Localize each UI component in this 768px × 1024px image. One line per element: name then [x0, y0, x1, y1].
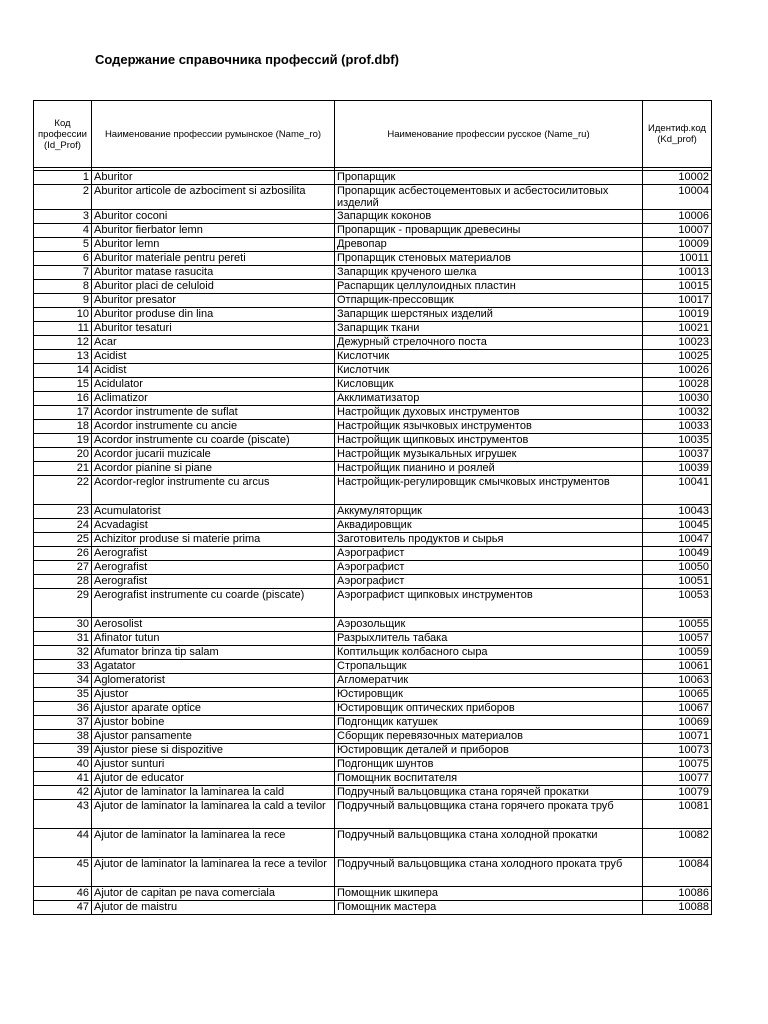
cell-name-ro: Aburitor fierbator lemn	[92, 224, 335, 238]
header-name-ro: Наименование профессии румынское (Name_ro)	[92, 101, 335, 168]
cell-name-ru: Дежурный стрелочного поста	[335, 336, 643, 350]
table-row	[34, 632, 712, 646]
cell-name-ro: Aburitor articole de azbociment si azbosilita	[92, 185, 335, 210]
table-row	[34, 364, 712, 378]
cell-name-ro: Aburitor materiale pentru pereti	[92, 252, 335, 266]
cell-kd: 10021	[643, 322, 712, 336]
cell-name-ru: Древопар	[335, 238, 643, 252]
table-row	[34, 322, 712, 336]
cell-kd: 10063	[643, 674, 712, 688]
cell-id: 1	[34, 171, 92, 185]
cell-name-ro: Aburitor matase rasucita	[92, 266, 335, 280]
cell-name-ru: Подручный вальцовщика стана холодного проката труб	[335, 858, 643, 887]
table-row	[34, 646, 712, 660]
table-row	[34, 266, 712, 280]
cell-kd: 10033	[643, 420, 712, 434]
cell-id: 42	[34, 786, 92, 800]
cell-id: 40	[34, 758, 92, 772]
cell-name-ro: Aerografist instrumente cu coarde (piscate)	[92, 589, 335, 618]
cell-id: 5	[34, 238, 92, 252]
cell-id: 41	[34, 772, 92, 786]
cell-name-ru: Запарщик ткани	[335, 322, 643, 336]
header-kd-prof: Идентиф.код (Kd_prof)	[643, 101, 712, 168]
cell-name-ru: Юстировщик деталей и приборов	[335, 744, 643, 758]
cell-kd: 10067	[643, 702, 712, 716]
cell-name-ro: Aburitor lemn	[92, 238, 335, 252]
cell-id: 25	[34, 533, 92, 547]
cell-name-ro: Aerografist	[92, 547, 335, 561]
cell-name-ro: Afinator tutun	[92, 632, 335, 646]
document-title: Содержание справочника профессий (prof.dbf)	[95, 52, 399, 67]
cell-kd: 10006	[643, 210, 712, 224]
cell-kd: 10032	[643, 406, 712, 420]
table-row	[34, 688, 712, 702]
cell-name-ru: Аэрографист	[335, 561, 643, 575]
cell-name-ro: Acordor jucarii muzicale	[92, 448, 335, 462]
cell-kd: 10043	[643, 505, 712, 519]
cell-id: 12	[34, 336, 92, 350]
cell-kd: 10015	[643, 280, 712, 294]
table-row	[34, 476, 712, 505]
cell-id: 44	[34, 829, 92, 858]
cell-id: 11	[34, 322, 92, 336]
cell-id: 46	[34, 887, 92, 901]
cell-id: 31	[34, 632, 92, 646]
cell-name-ro: Acidulator	[92, 378, 335, 392]
cell-id: 13	[34, 350, 92, 364]
cell-id: 28	[34, 575, 92, 589]
table-row	[34, 308, 712, 322]
table-row	[34, 772, 712, 786]
cell-name-ro: Aburitor coconi	[92, 210, 335, 224]
table-row	[34, 336, 712, 350]
cell-name-ru: Настройщик щипковых инструментов	[335, 434, 643, 448]
cell-name-ro: Ajutor de maistru	[92, 901, 335, 915]
cell-kd: 10055	[643, 618, 712, 632]
cell-name-ru: Запарщик шерстяных изделий	[335, 308, 643, 322]
cell-name-ro: Aburitor presator	[92, 294, 335, 308]
cell-name-ru: Подручный вальцовщика стана горячего проката труб	[335, 800, 643, 829]
table-row	[34, 505, 712, 519]
cell-kd: 10050	[643, 561, 712, 575]
cell-id: 20	[34, 448, 92, 462]
cell-name-ro: Ajustor bobine	[92, 716, 335, 730]
cell-name-ro: Acordor pianine si piane	[92, 462, 335, 476]
cell-name-ru: Настройщик музыкальных игрушек	[335, 448, 643, 462]
cell-name-ru: Аэрографист щипковых инструментов	[335, 589, 643, 618]
table-row	[34, 294, 712, 308]
header-id-prof: Код профессии (Id_Prof)	[34, 101, 92, 168]
cell-name-ru: Аэрографист	[335, 575, 643, 589]
cell-name-ru: Заготовитель продуктов и сырья	[335, 533, 643, 547]
cell-kd: 10088	[643, 901, 712, 915]
table-row	[34, 519, 712, 533]
cell-kd: 10049	[643, 547, 712, 561]
cell-name-ru: Подручный вальцовщика стана холодной прокатки	[335, 829, 643, 858]
cell-kd: 10030	[643, 392, 712, 406]
cell-name-ro: Ajutor de laminator la laminarea la cald	[92, 786, 335, 800]
cell-kd: 10011	[643, 252, 712, 266]
cell-name-ru: Разрыхлитель табака	[335, 632, 643, 646]
cell-name-ro: Ajustor sunturi	[92, 758, 335, 772]
cell-kd: 10053	[643, 589, 712, 618]
cell-id: 29	[34, 589, 92, 618]
cell-name-ru: Стропальщик	[335, 660, 643, 674]
table-row	[34, 786, 712, 800]
cell-id: 7	[34, 266, 92, 280]
cell-id: 4	[34, 224, 92, 238]
cell-name-ro: Aerografist	[92, 575, 335, 589]
cell-id: 24	[34, 519, 92, 533]
cell-name-ru: Помощник воспитателя	[335, 772, 643, 786]
cell-kd: 10059	[643, 646, 712, 660]
cell-id: 37	[34, 716, 92, 730]
table-row	[34, 350, 712, 364]
header-name-ru: Наименование профессии русское (Name_ru)	[335, 101, 643, 168]
table-row	[34, 618, 712, 632]
cell-name-ro: Acordor instrumente cu ancie	[92, 420, 335, 434]
table-row	[34, 561, 712, 575]
cell-name-ro: Acumulatorist	[92, 505, 335, 519]
cell-name-ru: Помощник шкипера	[335, 887, 643, 901]
cell-name-ru: Настройщик-регулировщик смычковых инструментов	[335, 476, 643, 505]
cell-name-ro: Acvadagist	[92, 519, 335, 533]
cell-id: 47	[34, 901, 92, 915]
cell-id: 15	[34, 378, 92, 392]
cell-id: 45	[34, 858, 92, 887]
cell-id: 14	[34, 364, 92, 378]
cell-name-ru: Подгонщик шунтов	[335, 758, 643, 772]
cell-kd: 10037	[643, 448, 712, 462]
cell-id: 32	[34, 646, 92, 660]
cell-kd: 10009	[643, 238, 712, 252]
cell-name-ru: Пропарщик асбестоцементовых и асбестосилитовых изделий	[335, 185, 643, 210]
cell-kd: 10007	[643, 224, 712, 238]
cell-id: 35	[34, 688, 92, 702]
table-row	[34, 589, 712, 618]
cell-name-ro: Acidist	[92, 364, 335, 378]
cell-name-ru: Настройщик духовых инструментов	[335, 406, 643, 420]
table-row	[34, 252, 712, 266]
table-row	[34, 674, 712, 688]
table-row	[34, 887, 712, 901]
cell-name-ru: Пропарщик	[335, 171, 643, 185]
cell-name-ro: Acidist	[92, 350, 335, 364]
cell-name-ro: Agatator	[92, 660, 335, 674]
table-row	[34, 171, 712, 185]
cell-name-ro: Acar	[92, 336, 335, 350]
cell-id: 18	[34, 420, 92, 434]
cell-name-ro: Ajustor pansamente	[92, 730, 335, 744]
cell-kd: 10025	[643, 350, 712, 364]
cell-kd: 10026	[643, 364, 712, 378]
cell-id: 23	[34, 505, 92, 519]
cell-kd: 10041	[643, 476, 712, 505]
cell-name-ro: Ajutor de educator	[92, 772, 335, 786]
cell-name-ro: Ajustor	[92, 688, 335, 702]
cell-name-ru: Юстировщик	[335, 688, 643, 702]
table-row	[34, 185, 712, 210]
table-row	[34, 730, 712, 744]
cell-kd: 10061	[643, 660, 712, 674]
cell-id: 17	[34, 406, 92, 420]
table-row	[34, 392, 712, 406]
table-row	[34, 378, 712, 392]
table-row	[34, 858, 712, 887]
table-row	[34, 224, 712, 238]
table-row	[34, 406, 712, 420]
cell-name-ro: Aglomeratorist	[92, 674, 335, 688]
table-row	[34, 702, 712, 716]
cell-kd: 10081	[643, 800, 712, 829]
cell-id: 33	[34, 660, 92, 674]
cell-kd: 10075	[643, 758, 712, 772]
cell-name-ro: Aburitor placi de celuloid	[92, 280, 335, 294]
cell-name-ro: Achizitor produse si materie prima	[92, 533, 335, 547]
cell-kd: 10045	[643, 519, 712, 533]
cell-id: 8	[34, 280, 92, 294]
cell-name-ru: Акклиматизатор	[335, 392, 643, 406]
table-row	[34, 716, 712, 730]
cell-kd: 10004	[643, 185, 712, 210]
cell-name-ru: Аэрографист	[335, 547, 643, 561]
table-row	[34, 238, 712, 252]
table-row	[34, 901, 712, 915]
header-row	[34, 101, 712, 168]
cell-kd: 10035	[643, 434, 712, 448]
cell-name-ru: Пропарщик - проварщик древесины	[335, 224, 643, 238]
cell-name-ru: Запарщик крученого шелка	[335, 266, 643, 280]
cell-name-ro: Ajutor de capitan pe nava comerciala	[92, 887, 335, 901]
cell-name-ru: Помощник мастера	[335, 901, 643, 915]
cell-name-ro: Aerografist	[92, 561, 335, 575]
table-body	[34, 168, 712, 915]
table-row	[34, 575, 712, 589]
cell-kd: 10002	[643, 171, 712, 185]
cell-name-ru: Подгонщик катушек	[335, 716, 643, 730]
cell-kd: 10019	[643, 308, 712, 322]
table-row	[34, 660, 712, 674]
cell-name-ru: Настройщик пианино и роялей	[335, 462, 643, 476]
cell-id: 27	[34, 561, 92, 575]
professions-table	[33, 100, 712, 915]
cell-id: 30	[34, 618, 92, 632]
cell-name-ru: Кислотчик	[335, 364, 643, 378]
cell-id: 38	[34, 730, 92, 744]
cell-name-ru: Агломератчик	[335, 674, 643, 688]
cell-name-ro: Ajustor aparate optice	[92, 702, 335, 716]
cell-name-ro: Ajutor de laminator la laminarea la rece	[92, 829, 335, 858]
cell-name-ro: Ajutor de laminator la laminarea la cald a tevilor	[92, 800, 335, 829]
cell-id: 34	[34, 674, 92, 688]
table-row	[34, 744, 712, 758]
cell-kd: 10017	[643, 294, 712, 308]
cell-id: 9	[34, 294, 92, 308]
cell-name-ru: Кислотчик	[335, 350, 643, 364]
cell-name-ro: Acordor-reglor instrumente cu arcus	[92, 476, 335, 505]
table-row	[34, 448, 712, 462]
cell-id: 3	[34, 210, 92, 224]
cell-id: 2	[34, 185, 92, 210]
cell-name-ru: Запарщик коконов	[335, 210, 643, 224]
cell-kd: 10039	[643, 462, 712, 476]
cell-id: 21	[34, 462, 92, 476]
cell-kd: 10069	[643, 716, 712, 730]
cell-name-ro: Aburitor produse din lina	[92, 308, 335, 322]
cell-id: 19	[34, 434, 92, 448]
cell-name-ru: Сборщик перевязочных материалов	[335, 730, 643, 744]
table-row	[34, 280, 712, 294]
cell-name-ro: Aerosolist	[92, 618, 335, 632]
cell-id: 36	[34, 702, 92, 716]
table-row	[34, 758, 712, 772]
cell-name-ro: Acordor instrumente de suflat	[92, 406, 335, 420]
cell-kd: 10065	[643, 688, 712, 702]
cell-name-ro: Aclimatizor	[92, 392, 335, 406]
cell-name-ru: Аэрозольщик	[335, 618, 643, 632]
cell-name-ru: Коптильщик колбасного сыра	[335, 646, 643, 660]
table-row	[34, 210, 712, 224]
cell-id: 10	[34, 308, 92, 322]
cell-name-ru: Подручный вальцовщика стана горячей прокатки	[335, 786, 643, 800]
cell-name-ro: Ajustor piese si dispozitive	[92, 744, 335, 758]
table-row	[34, 533, 712, 547]
cell-kd: 10079	[643, 786, 712, 800]
cell-name-ro: Aburitor	[92, 171, 335, 185]
cell-name-ro: Acordor instrumente cu coarde (piscate)	[92, 434, 335, 448]
cell-id: 43	[34, 800, 92, 829]
cell-name-ru: Распарщик целлулоидных пластин	[335, 280, 643, 294]
cell-kd: 10013	[643, 266, 712, 280]
cell-id: 39	[34, 744, 92, 758]
table-row	[34, 800, 712, 829]
cell-id: 6	[34, 252, 92, 266]
cell-kd: 10047	[643, 533, 712, 547]
cell-id: 16	[34, 392, 92, 406]
table-row	[34, 547, 712, 561]
cell-name-ro: Afumator brinza tip salam	[92, 646, 335, 660]
cell-kd: 10051	[643, 575, 712, 589]
cell-name-ru: Аккумуляторщик	[335, 505, 643, 519]
cell-kd: 10023	[643, 336, 712, 350]
cell-id: 22	[34, 476, 92, 505]
table-row	[34, 434, 712, 448]
cell-id: 26	[34, 547, 92, 561]
cell-kd: 10057	[643, 632, 712, 646]
cell-kd: 10077	[643, 772, 712, 786]
cell-kd: 10082	[643, 829, 712, 858]
cell-kd: 10073	[643, 744, 712, 758]
cell-name-ro: Ajutor de laminator la laminarea la rece a tevilor	[92, 858, 335, 887]
table-row	[34, 420, 712, 434]
cell-kd: 10028	[643, 378, 712, 392]
cell-name-ru: Кисловщик	[335, 378, 643, 392]
cell-name-ru: Юстировщик оптических приборов	[335, 702, 643, 716]
table-row	[34, 829, 712, 858]
cell-name-ru: Настройщик язычковых инструментов	[335, 420, 643, 434]
cell-name-ru: Аквадировщик	[335, 519, 643, 533]
cell-name-ru: Отпарщик-прессовщик	[335, 294, 643, 308]
cell-name-ru: Пропарщик стеновых материалов	[335, 252, 643, 266]
cell-kd: 10071	[643, 730, 712, 744]
cell-kd: 10084	[643, 858, 712, 887]
table-row	[34, 462, 712, 476]
cell-kd: 10086	[643, 887, 712, 901]
cell-name-ro: Aburitor tesaturi	[92, 322, 335, 336]
